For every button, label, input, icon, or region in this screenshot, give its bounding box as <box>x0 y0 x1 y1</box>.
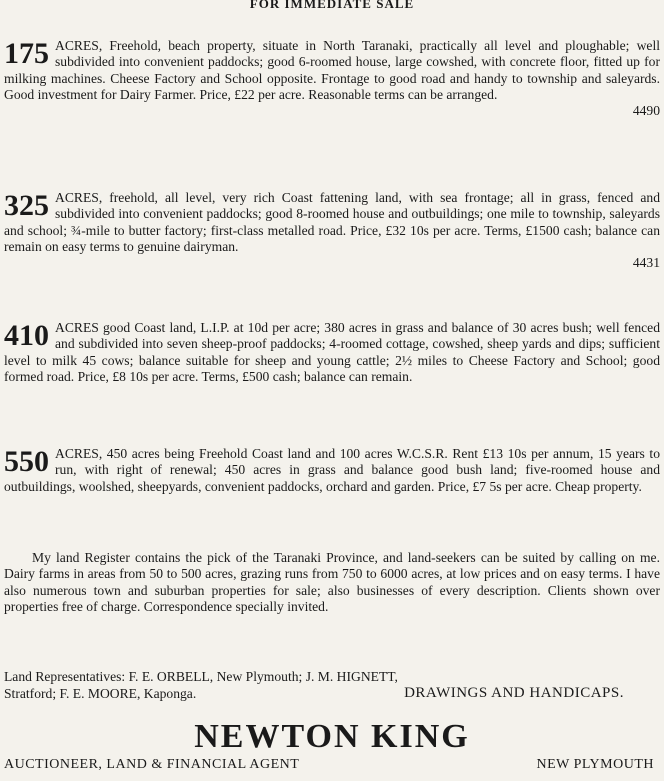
listing-text: ACRES, 450 acres being Freehold Coast land and 100 acres W.C.S.R. Rent £13 10s per annum, 15 years to run, with right of renewal; 450 acres in grass and balance good bush land; five-roomed house and outbuildings, woolshed, sheepyards, convenient paddocks, orchard and garden. Price, £7 5s per acre. Cheap property. <box>4 446 660 494</box>
listing-550 <box>4 446 660 495</box>
representatives-line-2: Stratford; F. E. MOORE, Kaponga. <box>4 686 197 701</box>
closing-paragraph <box>4 550 660 615</box>
listing-text: ACRES, Freehold, beach property, situate in North Taranaki, practically all level and ploughable; well subdivided into convenient paddocks; good 6-roomed house, large cowshed, with concrete floor, fitted up for milking machines. Cheese Factory and School opposite. Frontage to good road and handy to township and saleyards. Good investment for Dairy Farmer. Price, £22 per acre. Reasonable terms can be arranged. <box>4 38 660 102</box>
footer <box>4 757 654 773</box>
listing-number: 410 <box>4 319 49 352</box>
closing-text: My land Register contains the pick of the Taranaki Province, and land-seekers can be suited by calling on me. Dairy farms in areas from 50 to 500 acres, grazing runs from 750 to 6000 acres, at low prices and on easy terms. I have also numerous town and suburban properties for sale; also businesses of every description. Clients shown over properties free of charge. Correspondence specially invited. <box>4 550 660 614</box>
listing-text: ACRES good Coast land, L.I.P. at 10d per acre; 380 acres in grass and balance of 30 acres bush; well fenced and subdivided into seven sheep-proof paddocks; 4-roomed cottage, cowshed, sheep yards and dips; sufficient level to milk 45 cows; balance suitable for sheep and young cattle; 2½ miles to Cheese Factory and School; good formed road. Price, £8 10s per acre. Terms, £500 cash; balance can remain. <box>4 320 660 384</box>
listing-number: 175 <box>4 37 49 70</box>
representatives <box>4 668 660 702</box>
listing-175 <box>4 38 660 119</box>
representatives-line-1: Land Representatives: F. E. ORBELL, New Plymouth; J. M. HIGNETT, <box>4 669 398 684</box>
listing-410 <box>4 320 660 385</box>
listing-ref: 4431 <box>632 255 660 271</box>
footer-right: NEW PLYMOUTH <box>536 757 654 772</box>
ad-header: FOR IMMEDIATE SALE <box>249 0 415 11</box>
drawings-handicaps-tag: DRAWINGS AND HANDICAPS. <box>404 685 624 701</box>
listing-ref: 4490 <box>632 103 660 119</box>
listing-text: ACRES, freehold, all level, very rich Coast fattening land, with sea frontage; all in grass, fenced and subdivided into convenient paddocks; good 8-roomed house and outbuildings; one mile to township, saleyards and school; ¾-mile to butter factory; first-class metalled road. Price, £32 10s per acre. Terms, £1500 cash; balance can remain on easy terms to genuine dairyman. <box>4 190 660 254</box>
footer-left: AUCTIONEER, LAND & FINANCIAL AGENT <box>4 757 300 772</box>
brand-name: NEWTON KING <box>194 718 470 755</box>
listing-number: 550 <box>4 445 49 478</box>
listing-number: 325 <box>4 189 49 222</box>
listing-325 <box>4 190 660 271</box>
